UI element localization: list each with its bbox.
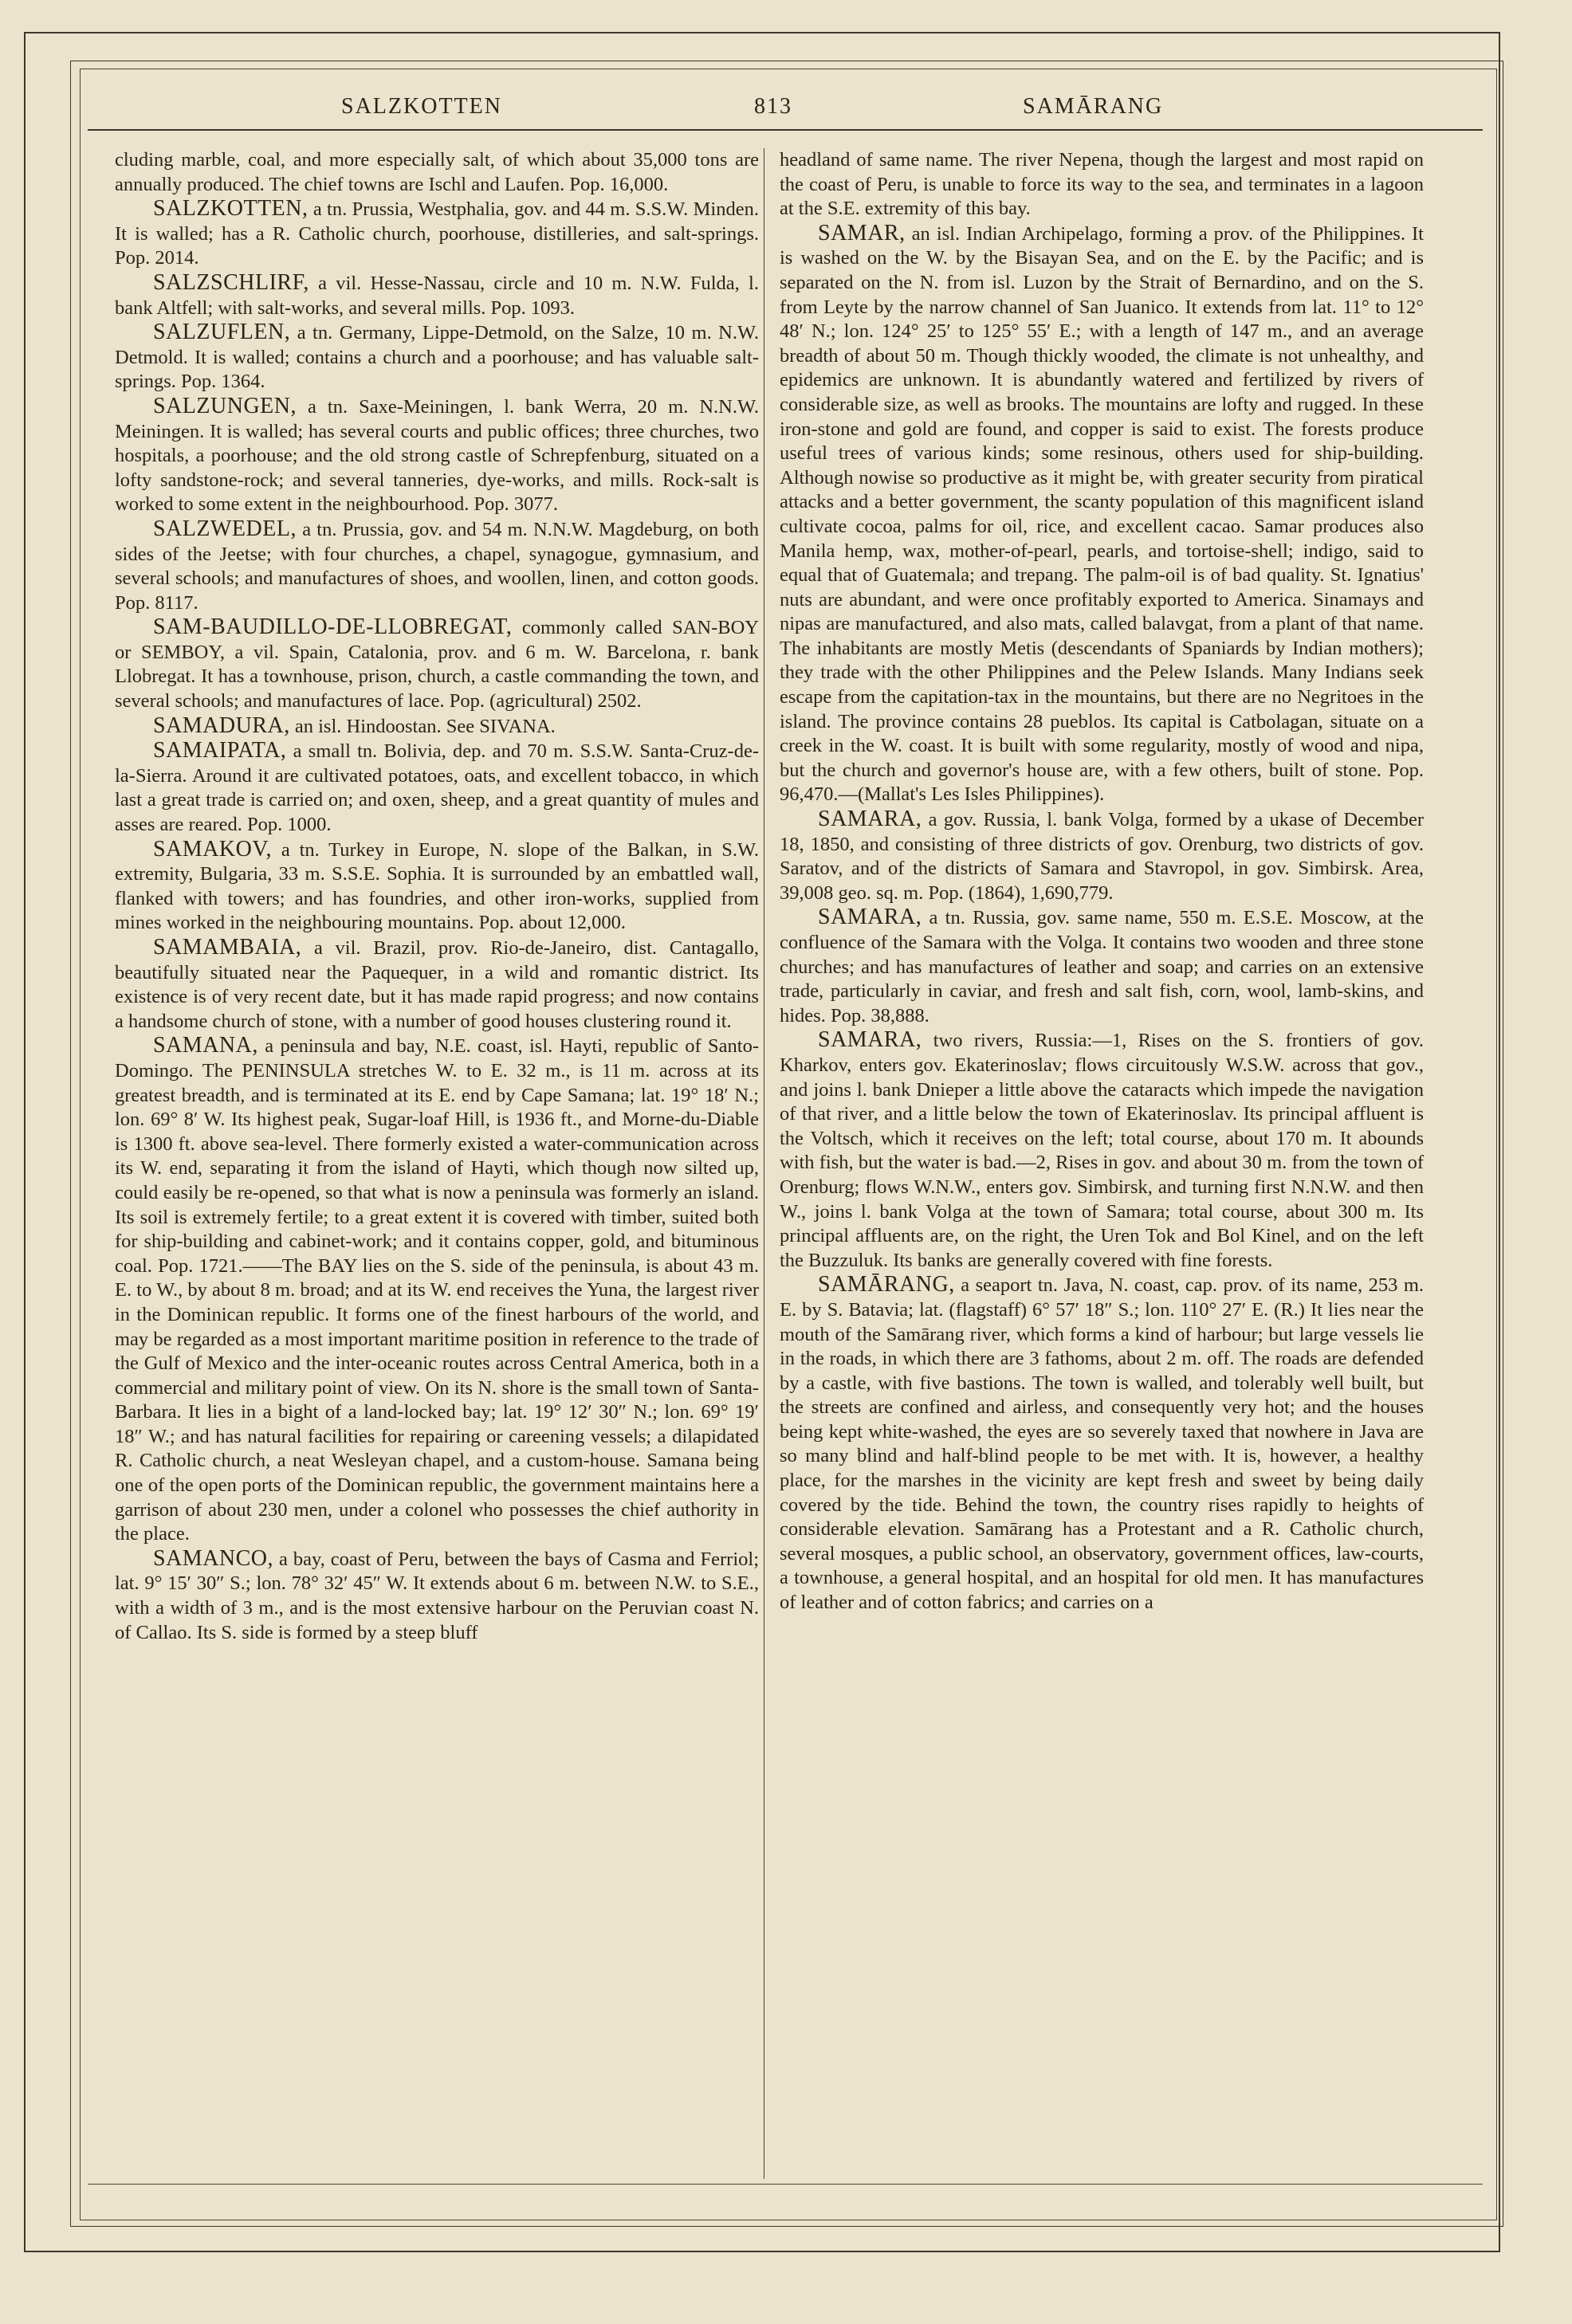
headword: SAMAMBAIA, (153, 935, 302, 960)
headword: SALZSCHLIRF, (153, 269, 309, 295)
entry: SAMARA, two rivers, Russia:—1, Rises on the S. frontiers of gov. Kharkov, enters gov. Ekaterinoslav; flows circuitously W.S.W. across that gov., and joins l. bank Dnieper a little above the cataracts which impede the navigation of that river, and a little below the town of Ekaterinoslav. Its principal affluent is the Voltsch, which it receives on the left; total course, about 170 m. It abounds with fish, but the water is bad.—2, Rises in gov. and about 30 m. from the town of Orenburg; flows W.N.W., enters gov. Simbirsk, and turning first N.N.W. and then W., joins l. bank Volga at the town of Samara; total course, about 300 m. Its principal affluents are, on the right, the Uren Tok and Bol Kinel, and on the left the Buzzuluk. Its banks are generally covered with fine forests. (780, 1027, 1424, 1271)
headword: SALZUFLEN, (153, 320, 291, 345)
header-left-word: SALZKOTTEN (341, 94, 502, 119)
headword: SAMARA, (818, 1027, 922, 1053)
entry: SAMARA, a gov. Russia, l. bank Volga, formed by a ukase of December 18, 1850, and consisting of three districts of gov. Orenburg, two districts of gov. Saratov, and of the districts of Samara and Stavropol, in gov. Simbirsk. Area, 39,008 geo. sq. m. Pop. (1864), 1,690,779. (780, 807, 1424, 904)
headword: SAM-BAUDILLO-DE-LLOBREGAT, (153, 614, 513, 640)
entry: SALZWEDEL, a tn. Prussia, gov. and 54 m. N.N.W. Magdeburg, on both sides of the Jeetse; with four churches, a chapel, synagogue, gymnasium, and several schools; and manufactures of shoes, and woollen, linen, and cotton goods. Pop. 8117. (115, 516, 759, 614)
entry: cluding marble, coal, and more especially salt, of which about 35,000 tons are annually produced. The chief towns are Ischl and Laufen. Pop. 16,000. (115, 149, 759, 195)
headword: SALZWEDEL, (153, 516, 297, 541)
headword: SAMAKOV, (153, 836, 272, 862)
entry: SAMANCO, a bay, coast of Peru, between the bays of Casma and Ferriol; lat. 9° 15′ 30″ S.; lon. 78° 32′ 45″ W. It extends about 6 m. between N.W. to S.E., with a width of 3 m., and is the most extensive harbour on the Peruvian coast N. of Callao. Its S. side is formed by a steep bluff (115, 1545, 759, 1643)
entry: SALZSCHLIRF, a vil. Hesse-Nassau, circle and 10 m. N.W. Fulda, l. bank Altfell; with salt-works, and several mills. Pop. 1093. (115, 269, 759, 319)
entry: SALZUNGEN, a tn. Saxe-Meiningen, l. bank Werra, 20 m. N.N.W. Meiningen. It is walled; has several courts and public offices; three churches, two hospitals, a poorhouse; and the old strong castle of Schrepfenburg, situated on a lofty sandstone-rock; and several tanneries, dye-works, and mills. Rock-salt is worked to some extent in the neighbourhood. Pop. 3077. (115, 393, 759, 516)
entry: SALZUFLEN, a tn. Germany, Lippe-Detmold, on the Salze, 10 m. N.W. Detmold. It is walled; contains a church and a poorhouse; and has valuable salt-springs. Pop. 1364. (115, 320, 759, 393)
running-header (88, 94, 1483, 131)
right-column (780, 148, 1424, 1615)
headword: SAMĀRANG, (818, 1272, 955, 1297)
headword: SAMAIPATA, (153, 738, 287, 764)
entry: SAMARA, a tn. Russia, gov. same name, 550 m. E.S.E. Moscow, at the confluence of the Samara with the Volga. It contains two wooden and three stone churches; and has manufactures of leather and soap; and carries on an extensive trade, particularly in caviar, and fresh and salt fish, corn, wool, lamb-skins, and hides. Pop. 38,888. (780, 905, 1424, 1027)
entry: SAMAR, an isl. Indian Archipelago, forming a prov. of the Philippines. It is washed on the W. by the Bisayan Sea, and on the E. by the Pacific; and is separated on the N. from isl. Luzon by the Strait of Bernardino, and on the S. from Leyte by the narrow channel of San Juanico. It extends from lat. 11° to 12° 48′ N.; lon. 124° 25′ to 125° 55′ E.; with a length of 147 m., and an average breadth of about 50 m. Though thickly wooded, the climate is not unhealthy, and epidemics are unknown. It is abundantly watered and fertilized by rivers of considerable size, as well as brooks. The mountains are lofty and rugged. In these iron-stone and gold are found, and copper is said to exist. The forests produce useful trees of various kinds; some resinous, others used for ship-building. Although nowise so productive as it might be, with greater security from piratical attacks and a better government, the scanty population of this magnificent island cultivate cocoa, palms for oil, rice, and excellent cacao. Samar produces also Manila hemp, wax, mother-of-pearl, pearls, and tortoise-shell; indigo, said to equal that of Guatemala; and trepang. The palm-oil is of bad quality. St. Ignatius' nuts are abundant, and were once profitably exported to America. Sinamays and nipas are manufactured, and also mats, called balavgat, from a plant of that name. The inhabitants are mostly Metis (descendants of Spaniards by Indian mothers); they trade with the other Philippines and the Pelew Islands. Many Indians seek escape from the capitation-tax in the mountains, but there are no Negritoes in the island. The province contains 28 pueblos. Its capital is Catbolagan, situate on a creek in the W. coast. It is built with some regularity, mostly of wood and nipa, but the church and governor's house are, with a few others, built of stone. Pop. 96,470.—(Mallat's Les Isles Philippines). (780, 220, 1424, 806)
header-right-word: SAMĀRANG (1023, 94, 1164, 119)
entry: SAMAKOV, a tn. Turkey in Europe, N. slope of the Balkan, in S.W. extremity, Bulgaria, 33 m. S.S.E. Sophia. It is surrounded by an embattled wall, flanked with towers; and has foundries, and other iron-works, supplied from mines worked in the neighbouring mountains. Pop. about 12,000. (115, 836, 759, 934)
entry: SAMAMBAIA, a vil. Brazil, prov. Rio-de-Janeiro, dist. Cantagallo, beautifully situated near the Paquequer, in a wild and romantic district. Its existence is of very recent date, but it has made rapid progress; and now contains a handsome church of stone, with a number of good houses clustering round it. (115, 935, 759, 1032)
headword: SALZUNGEN, (153, 393, 297, 418)
entry: SAMAIPATA, a small tn. Bolivia, dep. and 70 m. S.S.W. Santa-Cruz-de-la-Sierra. Around it are cultivated potatoes, oats, and excellent tobacco, in which last a great trade is carried on; and oxen, sheep, and a great quantity of mules and asses are reared. Pop. 1000. (115, 738, 759, 836)
headword: SAMARA, (818, 807, 922, 832)
headword: SAMANA, (153, 1033, 258, 1058)
entry: SAMĀRANG, a seaport tn. Java, N. coast, cap. prov. of its name, 253 m. E. by S. Batavia; lat. (flagstaff) 6° 57′ 18″ S.; lon. 110° 27′ E. (R.) It lies near the mouth of the Samārang river, which forms a kind of harbour; but large vessels lie in the roads, in which there are 3 fathoms, about 2 m. off. The roads are defended by a castle, with five bastions. The town is walled, and tolerably well built, but the streets are confined and airless, and consequently very hot; and the houses being kept white-washed, the eyes are so severely taxed that nowhere in Java are so many blind and half-blind people to be met with. It is, however, a healthy place, for the marshes in the vicinity are kept fresh and sweet by being daily covered by the tide. Behind the town, the country rises rapidly to heights of considerable elevation. Samārang has a Protestant and a R. Catholic church, several mosques, a public school, an observatory, government offices, law-courts, a townhouse, a general hospital, and an hospital for old men. It has manufactures of leather and of cotton fabrics; and carries on a (780, 1272, 1424, 1614)
headword: SAMAR, (818, 220, 906, 245)
footer-rule (88, 2184, 1483, 2185)
headword: SAMADURA, (153, 713, 290, 738)
headword: SALZKOTTEN, (153, 196, 309, 222)
entry: SAMADURA, an isl. Hindoostan. See SIVANA. (153, 713, 556, 738)
entry: SALZKOTTEN, a tn. Prussia, Westphalia, gov. and 44 m. S.S.W. Minden. It is walled; has a R. Catholic church, poorhouse, distilleries, and salt-springs. Pop. 2014. (115, 196, 759, 269)
entry: SAM-BAUDILLO-DE-LLOBREGAT, commonly called SAN-BOY or SEMBOY, a vil. Spain, Catalonia, prov. and 6 m. W. Barcelona, r. bank Llobregat. It has a townhouse, prison, church, a castle commanding the town, and several schools; and manufactures of lace. Pop. (agricultural) 2502. (115, 614, 759, 713)
entry: headland of same name. The river Nepena, though the largest and most rapid on the coast of Peru, is unable to force its way to the sea, and terminates in a lagoon at the S.E. extremity of this bay. (780, 149, 1424, 220)
left-column (115, 148, 759, 1645)
page-number: 813 (754, 94, 792, 119)
headword: SAMARA, (818, 905, 922, 930)
headword: SAMANCO, (153, 1545, 274, 1571)
entry: SAMANA, a peninsula and bay, N.E. coast, isl. Hayti, republic of Santo-Domingo. The PENINSULA stretches W. to E. 32 m., is 11 m. across at its greatest breadth, and is terminated at its E. end by Cape Samana; lat. 19° 18′ N.; lon. 69° 8′ W. Its highest peak, Sugar-loaf Hill, is 1936 ft., and Morne-du-Diable is 1300 ft. above sea-level. There formerly existed a water-communication across its W. end, separating it from the island of Hayti, which though now silted up, could easily be re-opened, so that what is now a peninsula was formerly an island. Its soil is extremely fertile; to a great extent it is covered with timber, suited both for ship-building and cabinet-work; and it contains copper, gold, and bituminous coal. Pop. 1721.——The BAY lies on the S. side of the peninsula, is about 43 m. E. to W., by about 8 m. broad; and at its W. end receives the Yuna, the largest river in the Dominican republic. It forms one of the finest harbours of the world, and may be regarded as a most important maritime position in reference to the trade of the Gulf of Mexico and the inter-oceanic routes across Central America, both in a commercial and military point of view. On its N. shore is the small town of Santa-Barbara. It lies in a bight of a land-locked bay; lat. 19° 12′ 30″ N.; lon. 69° 19′ 18″ W.; and has natural facilities for repairing or careening vessels; a dilapidated R. Catholic church, a neat Wesleyan chapel, and a custom-house. Samana being one of the open ports of the Dominican republic, the government maintains here a garrison of about 230 men, under a colonel who possesses the chief authority in the place. (115, 1033, 759, 1545)
